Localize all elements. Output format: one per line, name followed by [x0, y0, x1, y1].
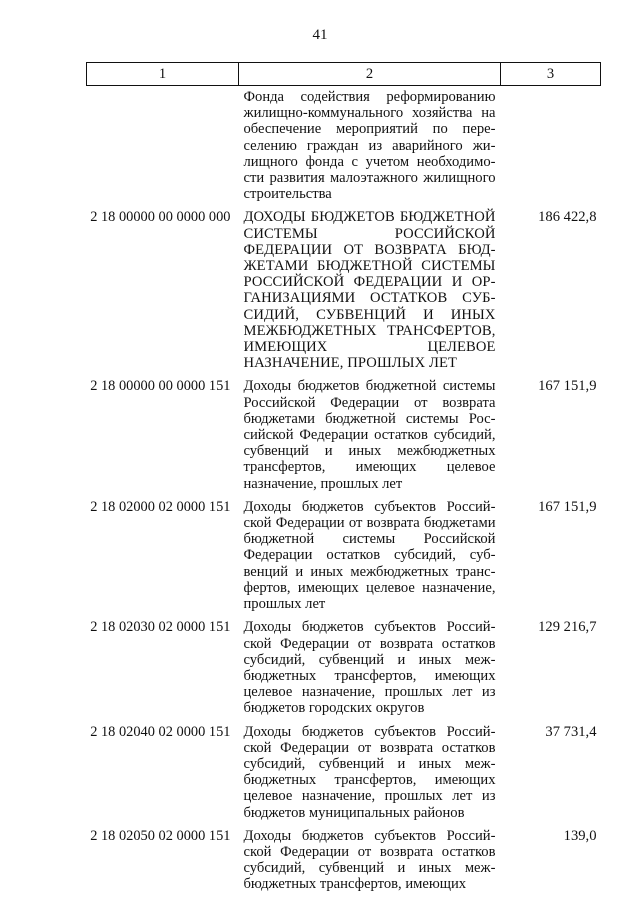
revenue-description: Доходы бюджетов субъектов Российской Федерации от возврата остатков субсидий, субвенций и иных межбюджетных трансфертов, имеющих	[243, 827, 496, 893]
column-header-code: 1	[87, 63, 239, 86]
revenue-description: ДОХОДЫ БЮДЖЕТОВ БЮДЖЕТНОЙ СИСТЕМЫ РОССИЙСКОЙ ФЕДЕРАЦИИ ОТ ВОЗВРАТА БЮДЖЕТАМИ БЮДЖЕТНОЙ СИСТЕМЫ РОССИЙСКОЙ ФЕДЕРАЦИИ И ОРГАНИЗАЦИЯМИ ОСТАТКОВ СУБСИДИЙ, СУБВЕНЦИЙ И ИНЫХ МЕЖБЮДЖЕТНЫХ ТРАНСФЕРТОВ, ИМЕЮЩИХ ЦЕЛЕВОЕ НАЗНАЧЕНИЕ, ПРОШЛЫХ ЛЕТ	[243, 209, 496, 372]
table-row	[87, 821, 601, 893]
revenue-code	[87, 86, 239, 203]
revenue-code: 2 18 02030 02 0000 151	[90, 619, 231, 636]
page-number: 41	[312, 27, 328, 43]
table-row	[87, 492, 601, 612]
table-body	[87, 86, 601, 893]
revenue-description: Доходы бюджетов субъектов Российской Федерации от возврата остатков субсидий, субвенций и иных межбюджетных трансфертов, имеющих целевое назначение, прошлых лет из бюджетов городских округов	[243, 619, 496, 717]
revenue-code: 2 18 02050 02 0000 151	[90, 827, 231, 844]
revenue-code: 2 18 00000 00 0000 151	[90, 378, 231, 395]
revenue-amount	[501, 86, 601, 203]
revenue-amount: 37 731,4	[545, 723, 597, 740]
revenue-description: Доходы бюджетов бюджетной системы Российской Федерации от возврата бюджетами бюджетной системы Российской Федерации остатков субсидий, субвенций и иных межбюджетных трансфертов, имеющих целевое назначение, прошлых лет	[243, 378, 496, 492]
revenue-description: Доходы бюджетов субъектов Российской Федерации от возврата остатков субсидий, субвенций и иных межбюджетных трансфертов, имеющих целевое назначение, прошлых лет из бюджетов муниципальных районов	[243, 723, 496, 821]
revenue-amount: 139,0	[563, 827, 597, 844]
revenue-amount: 167 151,9	[538, 498, 597, 515]
revenue-code: 2 18 00000 00 0000 000	[90, 209, 231, 226]
revenue-code: 2 18 02000 02 0000 151	[90, 498, 231, 515]
revenue-amount: 186 422,8	[538, 209, 597, 226]
table-row	[87, 371, 601, 491]
column-header-description: 2	[239, 63, 501, 86]
revenue-description: Фонда содействия реформированию жилищно-коммунального хозяйства на обеспечение мероприятий по переселению граждан из аварийного жилищного фонда с учетом необходимости развития малоэтажного жилищного строительства	[243, 89, 496, 203]
revenue-amount: 129 216,7	[538, 619, 597, 636]
table-header	[87, 63, 601, 86]
revenue-amount: 167 151,9	[538, 378, 597, 395]
revenue-code: 2 18 02040 02 0000 151	[90, 723, 231, 740]
table-row	[87, 717, 601, 821]
column-header-amount: 3	[501, 63, 601, 86]
budget-revenue-table	[86, 62, 601, 893]
revenue-description: Доходы бюджетов субъектов Российской Федерации от возврата бюджетами бюджетной системы Российской Федерации остатков субсидий, субвенций и иных межбюджетных трансфертов, имеющих целевое назначение, прошлых лет	[243, 498, 496, 613]
table-row	[87, 612, 601, 716]
table-row	[87, 86, 601, 203]
table-row	[87, 202, 601, 371]
